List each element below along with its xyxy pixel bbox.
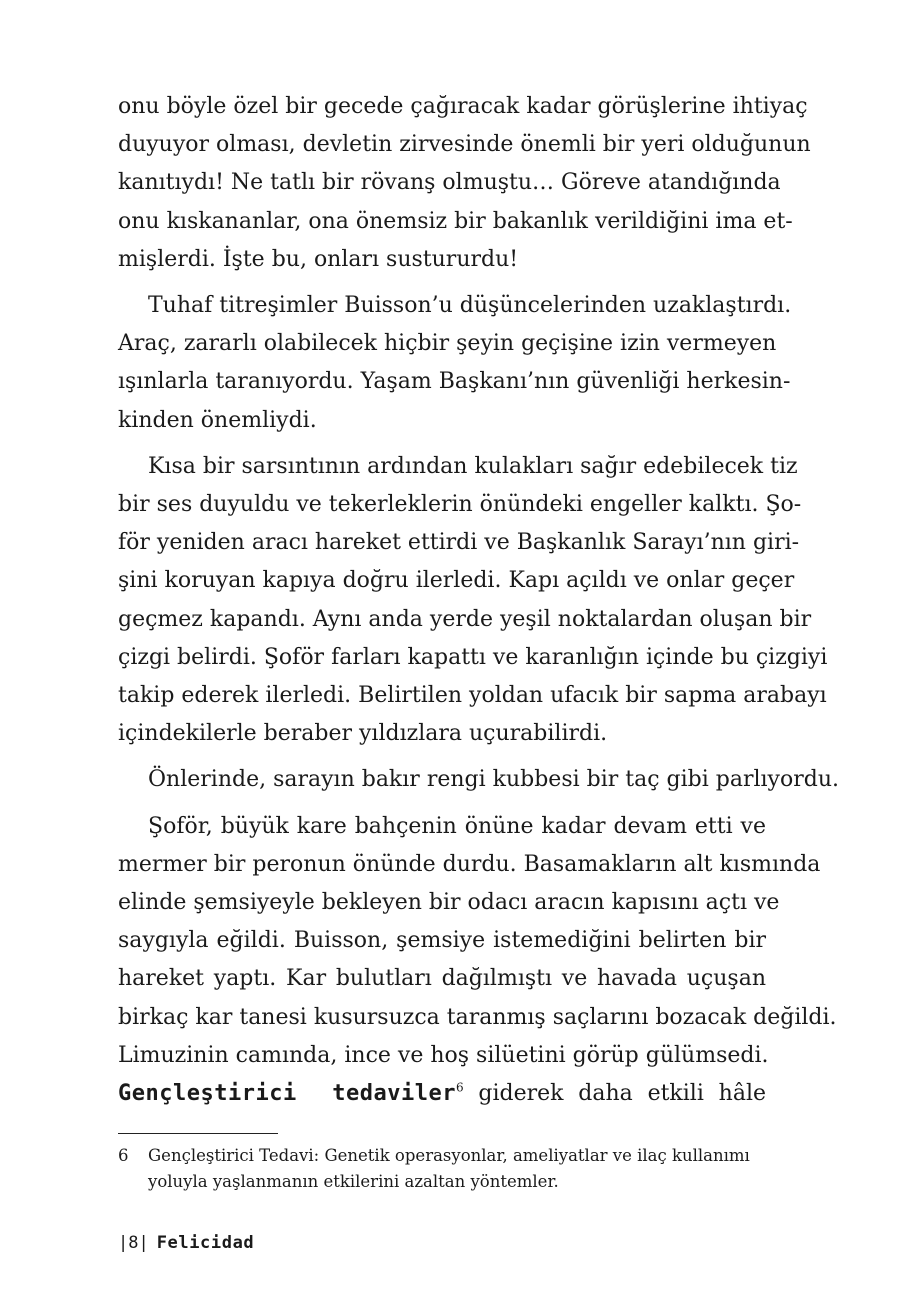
text-line: elinde şemsiyeyle bekleyen bir odacı aracın kapısını açtı ve: [118, 890, 780, 916]
paragraph: [118, 761, 839, 799]
text-line: şini koruyan kapıya doğru ilerledi. Kapı açıldı ve onlar geçer: [118, 568, 795, 594]
text-line: saygıyla eğildi. Buisson, şemsiye istemediğini belirten bir: [118, 928, 766, 954]
line-continuation: giderek daha etkili hâle: [463, 1081, 767, 1107]
text-line: Tuhaf titreşimler Buisson’u düşüncelerinden uzaklaştırdı.: [148, 293, 792, 319]
text-line: çizgi belirdi. Şoför farları kapattı ve karanlığın içinde bu çizgiyi: [118, 644, 828, 670]
footnote-text: Gençleştirici Tedavi: Genetik operasyonlar, ameliyatlar ve ilaç kullanımı yoluyla yaşlanmanın etkilerini azaltan yöntemler.: [148, 1146, 750, 1191]
text-line: onu kıskananlar, ona önemsiz bir bakanlık verildiğini ima et-: [118, 208, 793, 234]
paragraph: [118, 448, 828, 754]
paragraph: [118, 808, 837, 1114]
text-line: Şoför, büyük kare bahçenin önüne kadar devam etti ve: [148, 813, 766, 839]
text-line: geçmez kapandı. Aynı anda yerde yeşil noktalardan oluşan bir: [118, 606, 812, 632]
text-line: duyuyor olması, devletin zirvesinde önemli bir yeri olduğunun: [118, 132, 811, 158]
footnote-number: 6: [118, 1146, 129, 1165]
text-line: onu böyle özel bir gecede çağıracak kadar görüşlerine ihtiyaç: [118, 94, 808, 119]
paragraph: [118, 88, 811, 279]
emphasized-term: Gençleştirici tedaviler: [118, 1081, 456, 1107]
text-line: mermer bir peronun önünde durdu. Basamakların alt kısmında: [118, 851, 821, 877]
text-line: takip ederek ilerledi. Belirtilen yoldan ufacık bir sapma arabayı: [118, 683, 827, 709]
text-line: birkaç kar tanesi kusursuzca taranmış saçlarını bozacak değildi.: [118, 1004, 837, 1030]
text-line: [118, 1075, 766, 1113]
text-line: Önlerinde, sarayın bakır rengi kubbesi bir taç gibi parlıyordu.: [148, 767, 839, 793]
text-line: bir ses duyuldu ve tekerleklerin önündeki engeller kalktı. Şo-: [118, 492, 802, 518]
text-line: för yeniden aracı hareket ettirdi ve Başkanlık Sarayı’nın giri-: [118, 530, 800, 556]
page-number: |8|: [118, 1233, 149, 1253]
footnote-rule: [118, 1133, 278, 1134]
paragraph: [118, 287, 792, 440]
book-title: Felicidad: [156, 1233, 255, 1253]
body-text: [118, 88, 839, 1113]
text-line: kanıtıydı! Ne tatlı bir rövanş olmuştu… Göreve atandığında: [118, 170, 781, 196]
footnote-reference: 6: [455, 1080, 464, 1095]
text-line: Limuzinin camında, ince ve hoş silüetini görüp gülümsedi.: [118, 1042, 769, 1068]
text-line: içindekilerle beraber yıldızlara uçurabilirdi.: [118, 721, 608, 747]
text-line: mişlerdi. İşte bu, onları sustururdu!: [118, 246, 519, 272]
text-line: Kısa bir sarsıntının ardından kulakları sağır edebilecek tiz: [148, 453, 798, 479]
page-folio: [118, 1233, 254, 1253]
text-line: Araç, zararlı olabilecek hiçbir şeyin geçişine izin vermeyen: [118, 331, 777, 357]
text-line: kinden önemliydi.: [118, 407, 317, 433]
text-line: ışınlarla taranıyordu. Yaşam Başkanı’nın güvenliği herkesin-: [118, 369, 791, 395]
text-line: hareket yaptı. Kar bulutları dağılmıştı ve havada uçuşan: [118, 966, 766, 992]
footnote: [118, 1143, 768, 1195]
